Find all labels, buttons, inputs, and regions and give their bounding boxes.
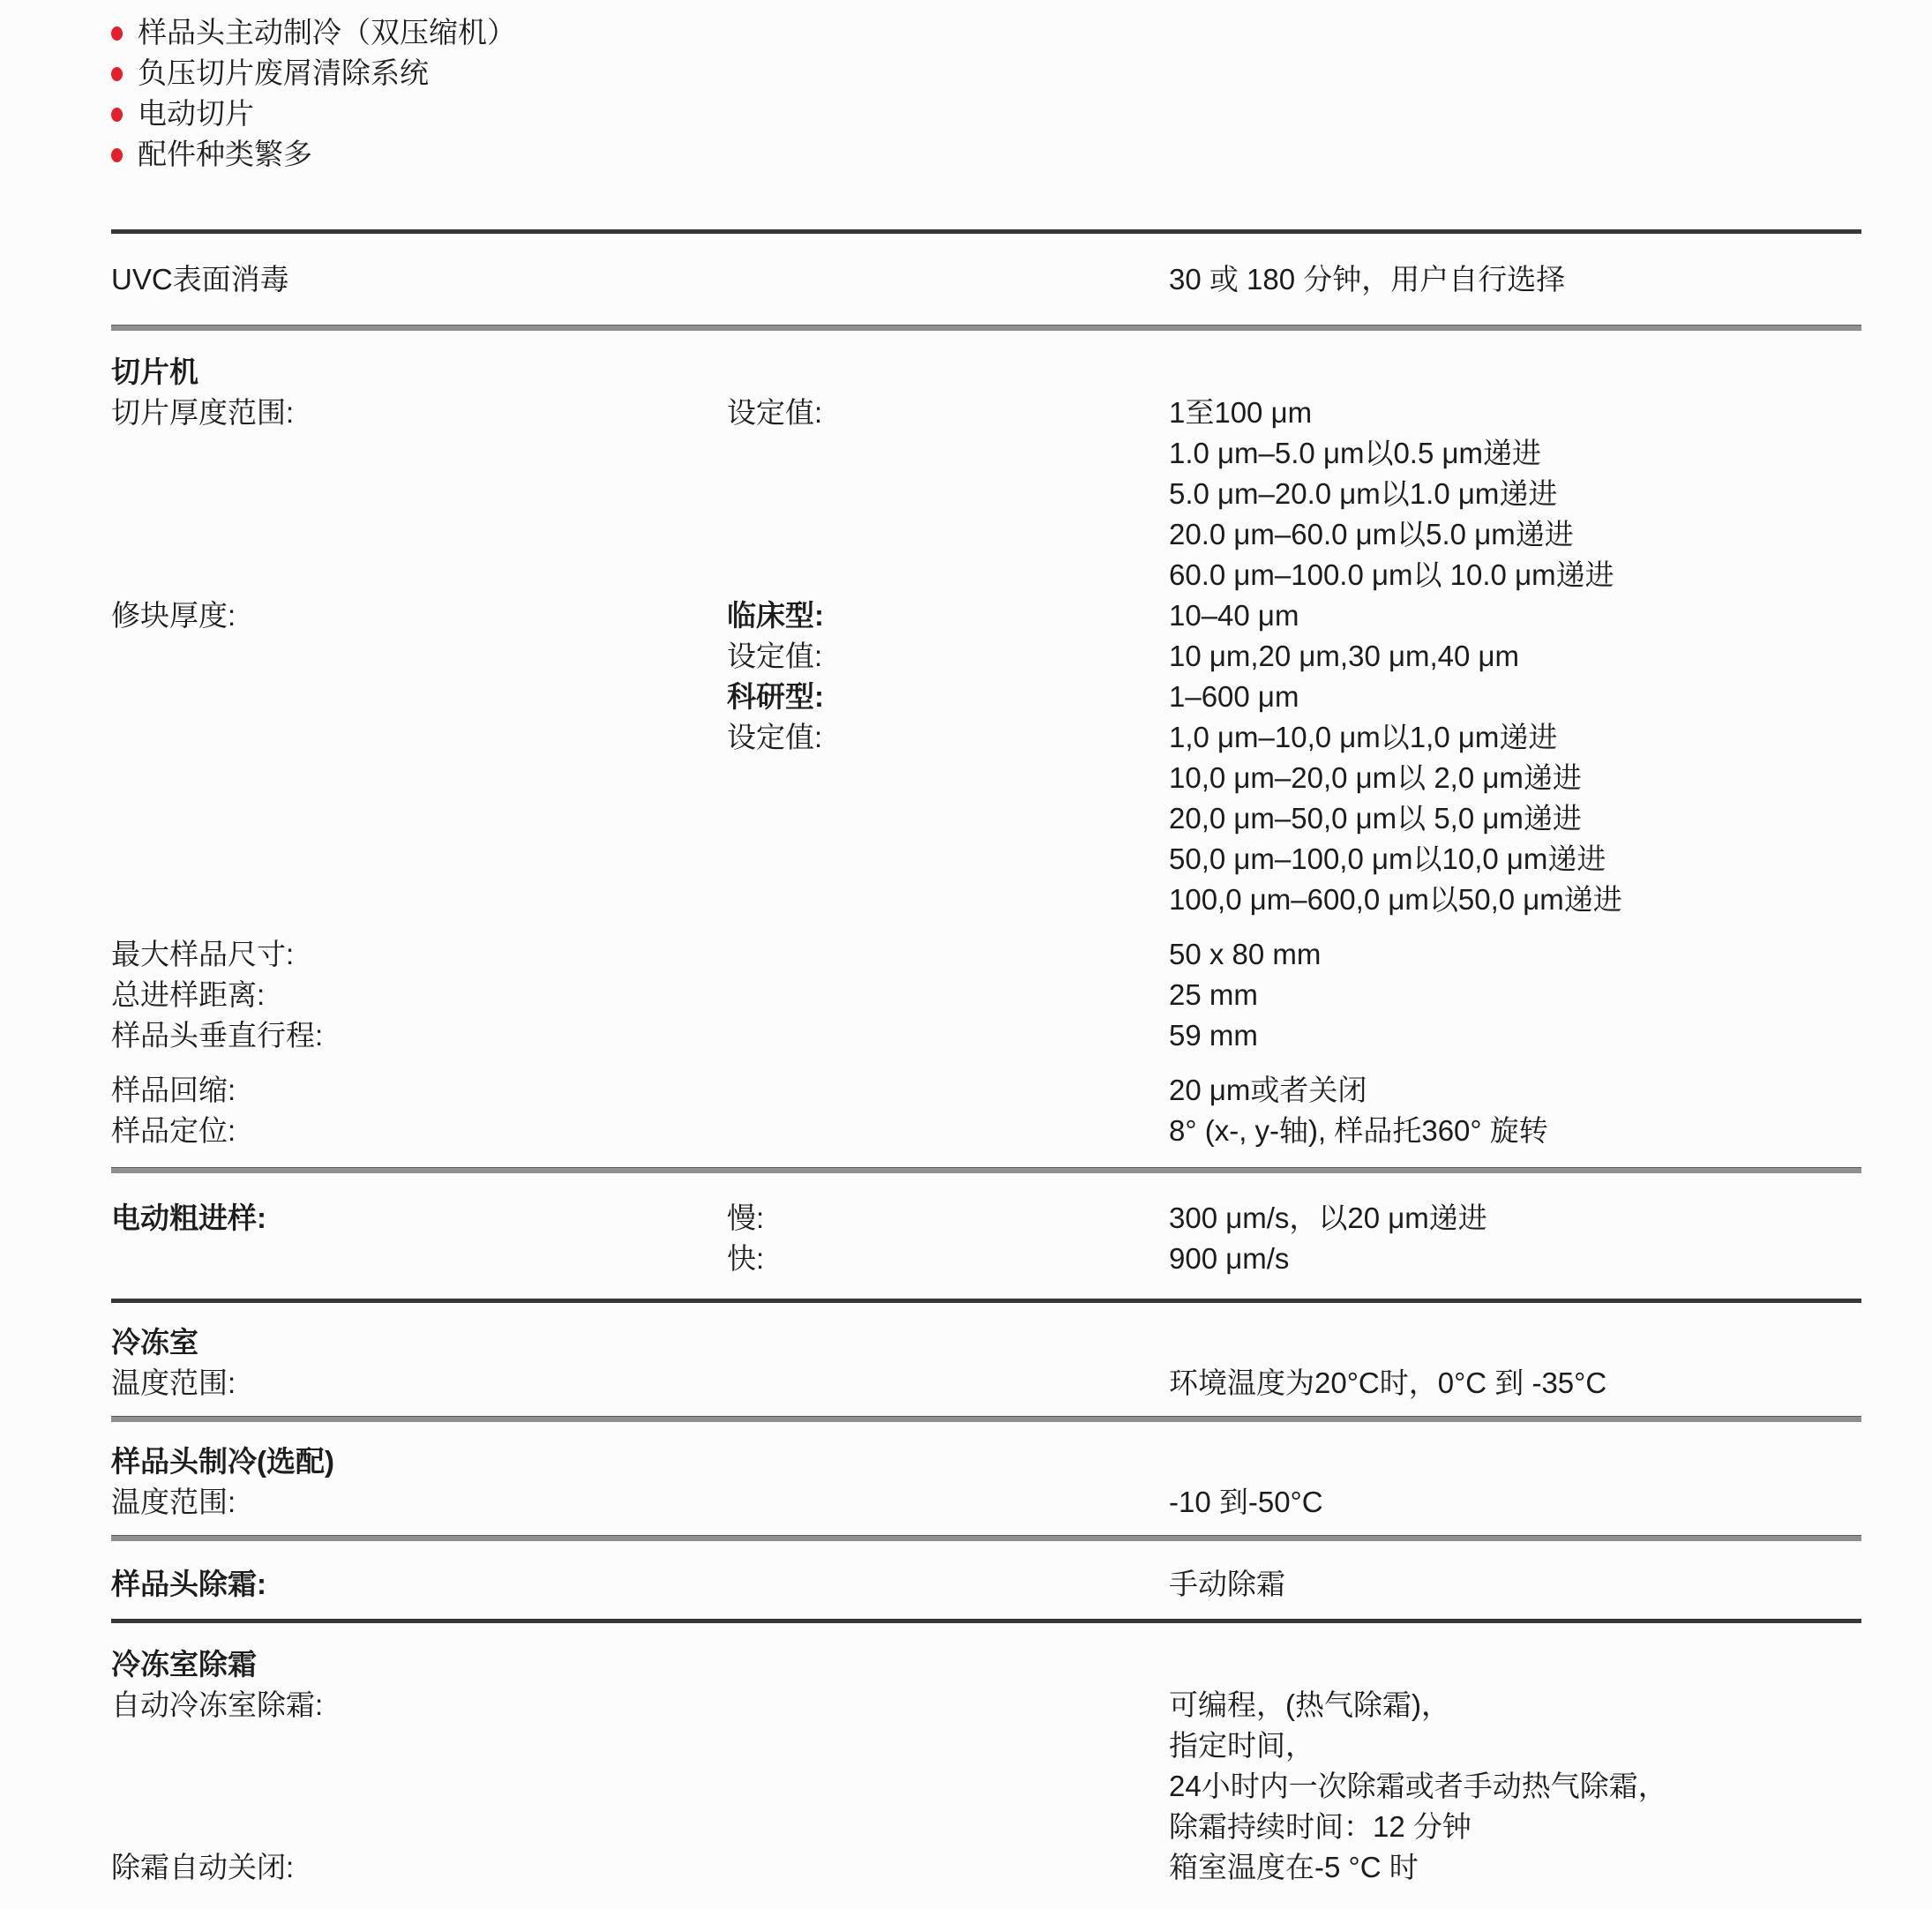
spec-value: 指定时间， <box>1169 1729 1314 1762</box>
spec-row <box>111 636 1932 677</box>
spec-mid-label <box>727 1807 1169 1847</box>
spec-label: 总进样距离: <box>111 978 266 1011</box>
spec-value: 1.0 μm–5.0 μm以0.5 μm递进 <box>1169 437 1541 469</box>
spec-table <box>0 229 1932 1888</box>
section-specimen-cooling <box>111 1422 1932 1535</box>
bullet-icon <box>111 148 123 162</box>
spec-value: 900 μm/s <box>1169 1242 1290 1275</box>
spec-mid-label <box>727 1726 1169 1766</box>
section-chamber-defrost <box>111 1623 1932 1888</box>
spec-row <box>111 1482 1932 1523</box>
spec-row <box>111 1111 1932 1151</box>
spec-row <box>111 1847 1932 1888</box>
spec-row <box>111 1070 1932 1111</box>
feature-text: 样品头主动制冷（双压缩机） <box>138 16 516 49</box>
spec-mid-label <box>727 1070 1169 1111</box>
spec-row <box>111 393 1932 433</box>
spec-label: 温度范围: <box>111 1366 236 1399</box>
spec-value: 10,0 μm–20,0 μm以 2,0 μm递进 <box>1169 761 1582 794</box>
spec-value: 可编程，(热气除霜)， <box>1169 1688 1450 1721</box>
spec-row <box>111 1239 1932 1279</box>
spec-label: 样品回缩: <box>111 1074 236 1106</box>
spec-row <box>111 1766 1932 1807</box>
spec-mid-label <box>727 1766 1169 1807</box>
spec-label <box>111 1239 727 1279</box>
spec-mid-label <box>727 474 1169 514</box>
spec-mid-label <box>727 259 1169 300</box>
spec-label: 自动冷冻室除霜: <box>111 1688 324 1721</box>
spec-label: 样品头垂直行程: <box>111 1019 324 1052</box>
section-header: 冷冻室 <box>111 1326 198 1359</box>
section-divider <box>111 325 1861 331</box>
spec-label: 切片厚度范围: <box>111 396 295 429</box>
spec-row <box>111 555 1932 595</box>
feature-text: 配件种类繁多 <box>138 138 312 170</box>
spec-mid-label <box>727 880 1169 920</box>
section-divider <box>111 1535 1861 1541</box>
spec-label: UVC表面消毒 <box>111 263 289 296</box>
section-uvc-disinfection <box>111 234 1932 325</box>
spec-value: 1,0 μm–10,0 μm以1,0 μm递进 <box>1169 721 1558 753</box>
spec-mid-label: 设定值: <box>727 640 823 672</box>
spec-value: 20.0 μm–60.0 μm以5.0 μm递进 <box>1169 518 1574 550</box>
spec-mid-label <box>727 839 1169 880</box>
spec-mid-label <box>727 975 1169 1015</box>
section-header: 冷冻室除霜 <box>111 1648 257 1681</box>
spec-label: 电动粗进样: <box>111 1202 266 1234</box>
spec-row <box>111 433 1932 474</box>
feature-list <box>0 0 1932 175</box>
spec-mid-label: 快: <box>727 1242 765 1275</box>
spec-mid-label <box>727 1015 1169 1056</box>
spec-value: 除霜持续时间：12 分钟 <box>1169 1810 1471 1843</box>
spec-value: 1–600 μm <box>1169 680 1299 713</box>
spec-label: 温度范围: <box>111 1486 236 1518</box>
spec-label <box>111 636 727 677</box>
section-specimen-defrost <box>111 1541 1932 1619</box>
spec-label <box>111 798 727 839</box>
feature-item <box>111 53 1932 94</box>
spec-row <box>111 1564 1932 1605</box>
spec-value: 300 μm/s，以20 μm递进 <box>1169 1202 1487 1234</box>
spec-mid-label <box>727 1847 1169 1888</box>
spec-value: 50 x 80 mm <box>1169 938 1322 970</box>
spec-label <box>111 758 727 798</box>
spec-mid-label <box>727 1482 1169 1523</box>
spec-label <box>111 433 727 474</box>
spec-mid-label: 设定值: <box>727 721 823 753</box>
spec-mid-label <box>727 1111 1169 1151</box>
spec-row <box>111 474 1932 514</box>
spec-value: 50,0 μm–100,0 μm以10,0 μm递进 <box>1169 842 1606 875</box>
spec-value: 24小时内一次除霜或者手动热气除霜， <box>1169 1770 1667 1802</box>
spec-label <box>111 880 727 920</box>
spec-label: 修块厚度: <box>111 599 236 632</box>
spec-label <box>111 474 727 514</box>
spec-value: 59 mm <box>1169 1019 1258 1052</box>
spec-row <box>111 1015 1932 1056</box>
feature-item <box>111 94 1932 134</box>
spec-row <box>111 1198 1932 1239</box>
spec-label <box>111 677 727 717</box>
feature-text: 负压切片废屑清除系统 <box>138 56 429 89</box>
section-header: 样品头制冷(选配) <box>111 1445 334 1478</box>
spec-row <box>111 717 1932 758</box>
section-coarse-feed <box>111 1173 1932 1299</box>
spec-row <box>111 595 1932 636</box>
spec-value: 环境温度为20°C时，0°C 到 -35°C <box>1169 1366 1607 1399</box>
spec-label: 最大样品尺寸: <box>111 938 295 970</box>
spec-row <box>111 798 1932 839</box>
spec-label: 样品定位: <box>111 1114 236 1147</box>
spec-mid-label <box>727 555 1169 595</box>
spec-mid-label <box>727 1685 1169 1726</box>
spec-value: 1至100 μm <box>1169 396 1313 429</box>
spec-row <box>111 975 1932 1015</box>
spec-row <box>111 1807 1932 1847</box>
spec-value: 20 μm或者关闭 <box>1169 1074 1367 1106</box>
spec-mid-label: 设定值: <box>727 396 823 429</box>
spec-value: -10 到-50°C <box>1169 1486 1323 1518</box>
spec-value: 20,0 μm–50,0 μm以 5,0 μm递进 <box>1169 802 1582 835</box>
spec-mid-label <box>727 798 1169 839</box>
spec-value: 100,0 μm–600,0 μm以50,0 μm递进 <box>1169 883 1622 916</box>
bullet-icon <box>111 108 123 122</box>
spec-label <box>111 1766 727 1807</box>
spec-mid-label <box>727 433 1169 474</box>
spec-value: 箱室温度在-5 °C 时 <box>1169 1851 1419 1883</box>
spec-label: 样品头除霜: <box>111 1568 266 1600</box>
spec-label <box>111 514 727 555</box>
section-header: 切片机 <box>111 356 198 388</box>
feature-text: 电动切片 <box>138 97 254 130</box>
spec-value: 30 或 180 分钟，用户自行选择 <box>1169 263 1566 296</box>
bullet-icon <box>111 67 123 81</box>
spec-row <box>111 1726 1932 1766</box>
spec-label <box>111 1726 727 1766</box>
spec-value: 5.0 μm–20.0 μm以1.0 μm递进 <box>1169 477 1558 510</box>
spec-value: 8° (x-, y-轴), 样品托360° 旋转 <box>1169 1114 1548 1147</box>
spec-row <box>111 677 1932 717</box>
spec-row <box>111 514 1932 555</box>
section-divider <box>111 1167 1861 1173</box>
spec-mid-label <box>727 758 1169 798</box>
spec-label <box>111 1807 727 1847</box>
section-cryotome <box>111 331 1932 1167</box>
spec-mid-label: 临床型: <box>727 599 824 632</box>
spec-row <box>111 1363 1932 1404</box>
spec-mid-label <box>727 934 1169 975</box>
spec-mid-label: 慢: <box>727 1202 765 1234</box>
spec-row <box>111 758 1932 798</box>
spec-value: 25 mm <box>1169 978 1258 1011</box>
spec-label <box>111 717 727 758</box>
spec-label <box>111 839 727 880</box>
spec-value: 10 μm,20 μm,30 μm,40 μm <box>1169 640 1520 672</box>
spec-row <box>111 1685 1932 1726</box>
spec-mid-label: 科研型: <box>727 680 824 713</box>
spec-label: 除霜自动关闭: <box>111 1851 295 1883</box>
spec-value: 手动除霜 <box>1169 1568 1285 1600</box>
section-freezing-chamber <box>111 1303 1932 1416</box>
spec-mid-label <box>727 1564 1169 1605</box>
spec-row <box>111 880 1932 920</box>
spec-mid-label <box>727 514 1169 555</box>
spec-value: 60.0 μm–100.0 μm以 10.0 μm递进 <box>1169 558 1614 591</box>
section-divider <box>111 1416 1861 1422</box>
feature-item <box>111 134 1932 175</box>
spec-mid-label <box>727 1363 1169 1404</box>
spec-row <box>111 934 1932 975</box>
spec-value: 10–40 μm <box>1169 599 1299 632</box>
spec-label <box>111 555 727 595</box>
spec-row <box>111 839 1932 880</box>
bullet-icon <box>111 26 123 41</box>
spec-row <box>111 259 1932 300</box>
feature-item <box>111 12 1932 53</box>
